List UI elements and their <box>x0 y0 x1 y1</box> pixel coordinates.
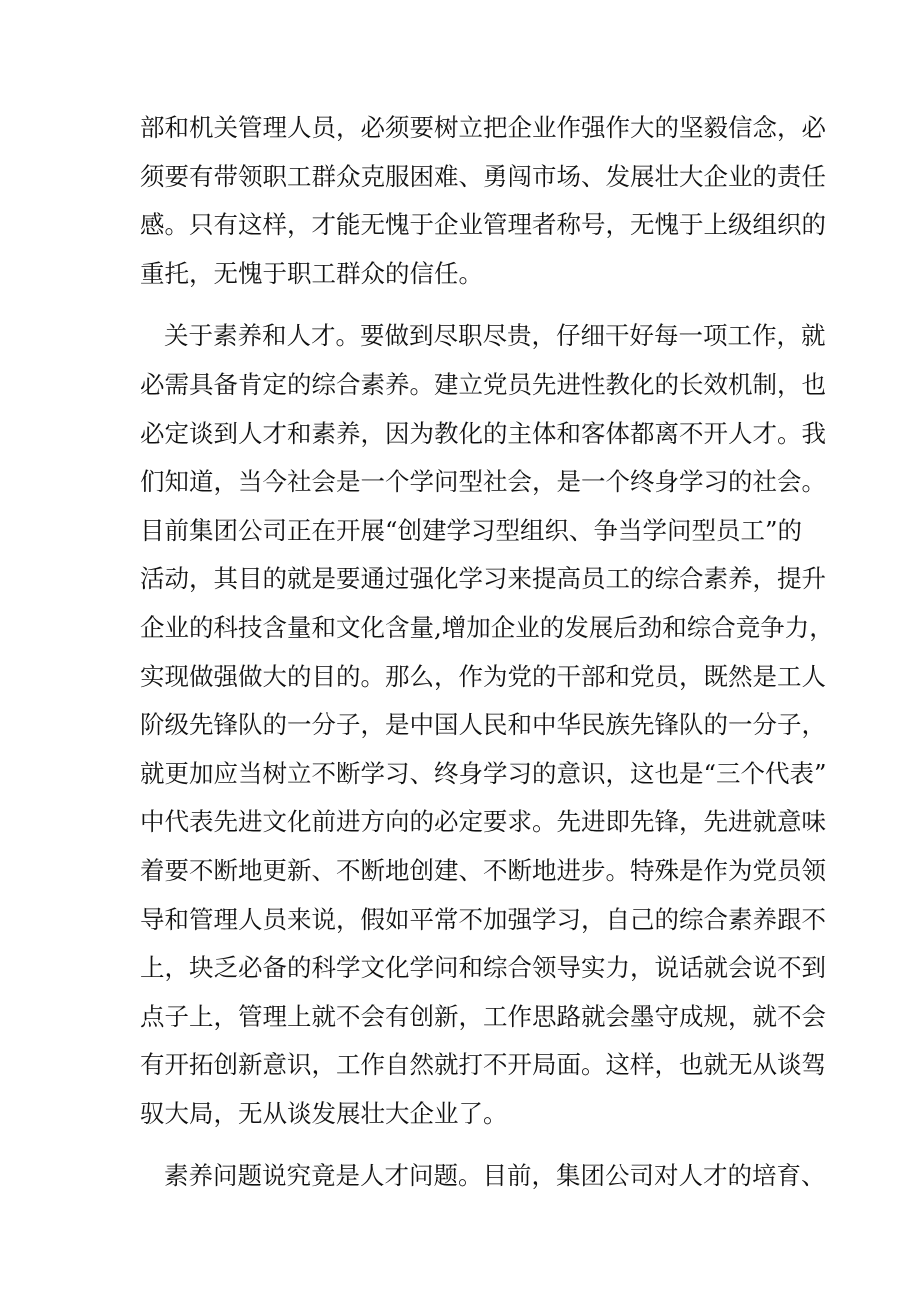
paragraph-1 <box>140 104 826 298</box>
text-line: 关于素养和人才。要做到尽职尽贵，仔细干好每一项工作，就 <box>164 321 826 351</box>
text-line: 中代表先进文化前进方向的必定要求。先进即先锋，先进就意味 <box>140 807 826 837</box>
text-line: 阶级先锋队的一分子，是中国人民和中华民族先锋队的一分子， <box>140 710 826 740</box>
paragraph-3 <box>140 1152 826 1201</box>
text-line: 上，块乏必备的科学文化学问和综合领导实力，说话就会说不到 <box>140 953 826 983</box>
text-line: 点子上，管理上就不会有创新，工作思路就会墨守成规，就不会 <box>140 1001 826 1031</box>
text-line: 必定谈到人才和素养，因为教化的主体和客体都离不开人才。我 <box>140 418 826 448</box>
paragraph-gap <box>140 298 790 312</box>
text-line: 导和管理人员来说，假如平常不加强学习，自己的综合素养跟不 <box>140 904 826 934</box>
text-line: 必需具备肯定的综合素养。建立党员先进性教化的长效机制，也 <box>140 369 826 399</box>
paragraph-2 <box>140 312 834 1138</box>
text-line: 素养问题说究竟是人才问题。目前，集团公司对人才的培育、 <box>164 1161 826 1191</box>
text-line: 着要不断地更新、不断地创建、不断地进步。特殊是作为党员领 <box>140 855 826 885</box>
text-line: 部和机关管理人员，必须要树立把企业作强作大的坚毅信念，必 <box>140 113 826 142</box>
text-line: 驭大局，无从谈发展壮大企业了。 <box>140 1098 508 1128</box>
text-line: 企业的科技含量和文化含量,增加企业的发展后劲和综合竞争力， <box>140 612 834 642</box>
body-text <box>140 104 834 1201</box>
text-line: 目前集团公司正在开展“创建学习型组织、争当学问型员工”的 <box>140 515 803 545</box>
text-line: 感。只有这样，才能无愧于企业管理者称号，无愧于上级组织的 <box>140 210 826 240</box>
text-line: 须要有带领职工群众克服困难、勇闯市场、发展壮大企业的责任 <box>140 161 826 191</box>
text-line: 实现做强做大的目的。那么，作为党的干部和党员，既然是工人 <box>140 661 826 691</box>
text-line: 就更加应当树立不断学习、终身学习的意识，这也是“三个代表” <box>140 758 827 788</box>
text-line: 们知道，当今社会是一个学问型社会，是一个终身学习的社会。 <box>140 467 826 497</box>
text-line: 重托，无愧于职工群众的信任。 <box>140 258 483 288</box>
paragraph-gap <box>140 1138 790 1152</box>
text-line: 有开拓创新意识，工作自然就打不开局面。这样，也就无从谈驾 <box>140 1050 826 1080</box>
text-line: 活动，其目的就是要通过强化学习来提高员工的综合素养，提升 <box>140 564 826 594</box>
